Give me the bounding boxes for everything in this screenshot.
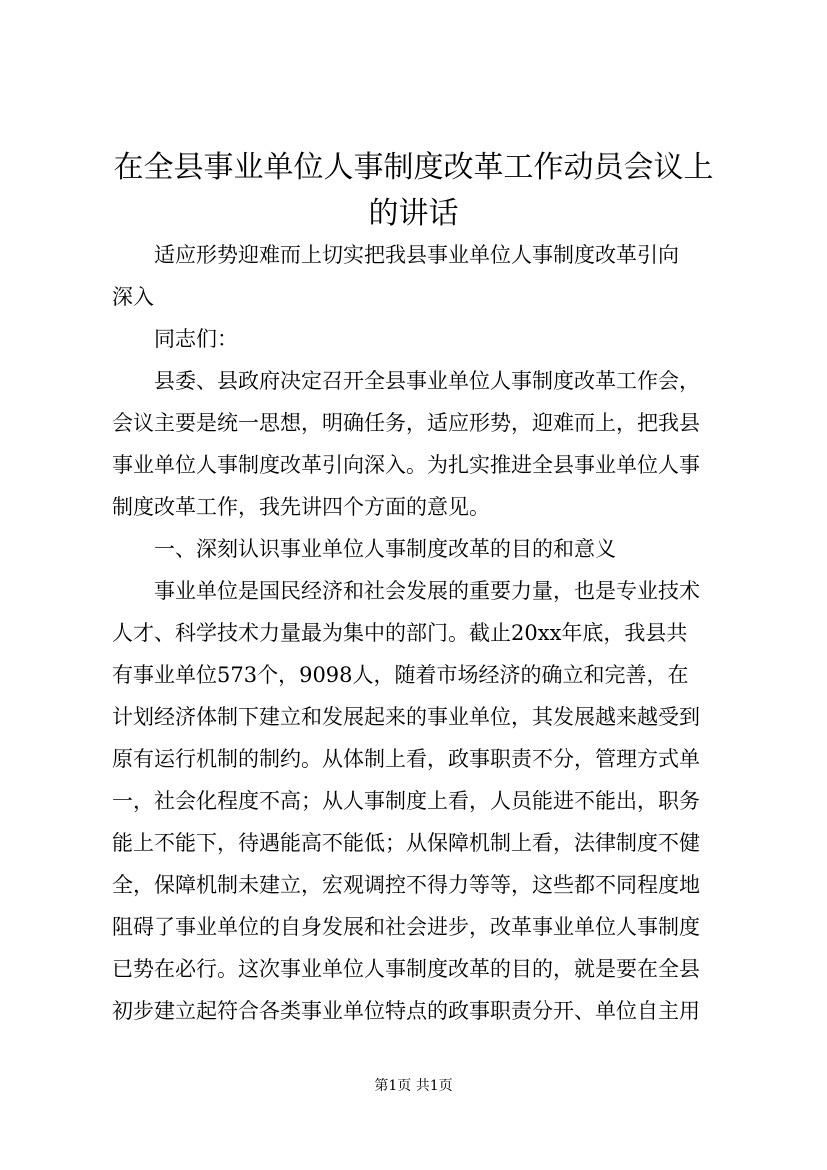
paragraph-line: 阻碍了事业单位的自身发展和社会进步，改革事业单位人事制度 <box>112 915 700 939</box>
paragraph-line: 制度改革工作，我先讲四个方面的意见。 <box>112 495 490 519</box>
paragraph-line: 能上不能下，待遇能高不能低；从保障机制上看，法律制度不健 <box>112 831 700 855</box>
paragraph-line: 全，保障机制未建立，宏观调控不得力等等，这些都不同程度地 <box>112 873 700 897</box>
paragraph-line: 事业单位人事制度改革引向深入。为扎实推进全县事业单位人事 <box>112 453 700 477</box>
section-heading: 一、深刻认识事业单位人事制度改革的目的和意义 <box>154 537 616 561</box>
page-number-label: 第1页 共1页 <box>374 1078 453 1094</box>
subtitle-line-1: 适应形势迎难而上切实把我县事业单位人事制度改革引向 <box>154 243 679 267</box>
paragraph-line: 有事业单位573个，9098人，随着市场经济的确立和完善，在 <box>112 663 689 687</box>
paragraph-line: 人才、科学技术力量最为集中的部门。截止20xx年底，我县共 <box>112 621 688 645</box>
paragraph-line: 县委、县政府决定召开全县事业单位人事制度改革工作会， <box>154 369 700 393</box>
title-line-2: 的讲话 <box>368 196 459 231</box>
paragraph-line: 初步建立起符合各类事业单位特点的政事职责分开、单位自主用 <box>112 999 700 1023</box>
paragraph-line: 计划经济体制下建立和发展起来的事业单位，其发展越来越受到 <box>112 705 700 729</box>
paragraph-line: 会议主要是统一思想，明确任务，适应形势，迎难而上，把我县 <box>112 411 700 435</box>
document-title <box>90 145 737 237</box>
subtitle-line-2: 深入 <box>112 285 154 309</box>
paragraph-line: 已势在必行。这次事业单位人事制度改革的目的，就是要在全县 <box>112 957 700 981</box>
document-body <box>112 234 722 1032</box>
salutation: 同志们： <box>154 327 238 351</box>
title-line-1: 在全县事业单位人事制度改革工作动员会议上 <box>113 150 714 185</box>
page-footer <box>0 1076 827 1096</box>
paragraph-line: 一，社会化程度不高；从人事制度上看，人员能进不能出，职务 <box>112 789 700 813</box>
paragraph-line: 原有运行机制的制约。从体制上看，政事职责不分，管理方式单 <box>112 747 700 771</box>
paragraph-line: 事业单位是国民经济和社会发展的重要力量，也是专业技术 <box>154 579 700 603</box>
